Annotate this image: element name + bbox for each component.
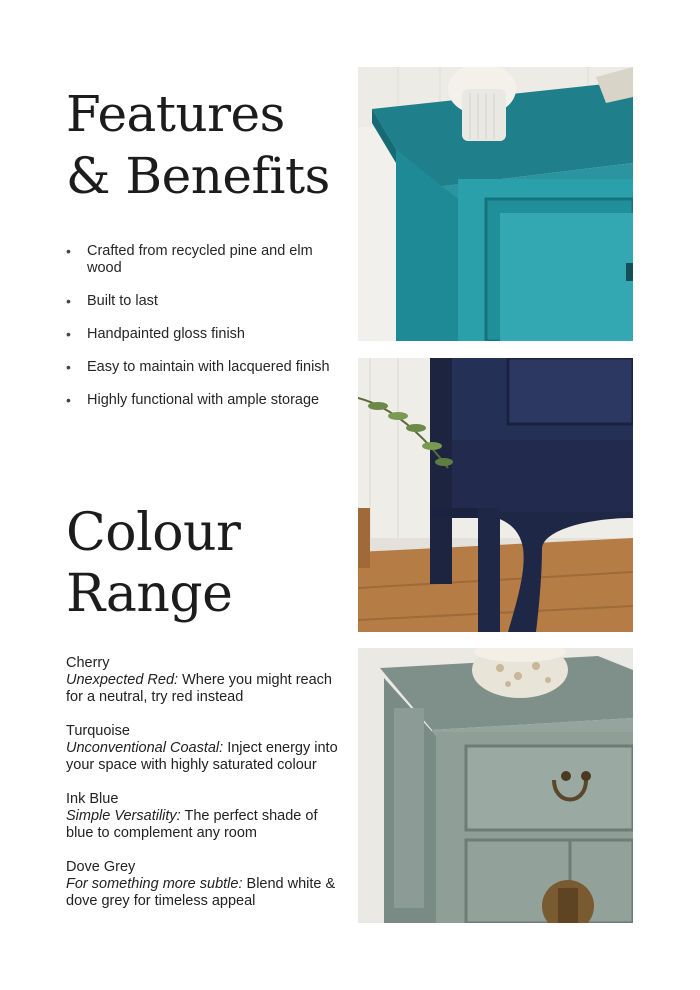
benefit-item <box>66 359 336 376</box>
colour-list <box>66 655 341 927</box>
colour-name: Dove Grey <box>66 859 136 875</box>
colour-description: The perfect shade of blue to complement any room <box>66 808 318 841</box>
colour-tagline: For something more subtle: <box>66 876 243 892</box>
turquoise-cabinet-photo <box>358 67 633 341</box>
bullet-icon: • <box>66 392 71 408</box>
benefit-item <box>66 243 336 277</box>
bullet-icon: • <box>66 359 71 375</box>
benefit-item <box>66 293 336 310</box>
benefit-text: Easy to maintain with lacquered finish <box>87 359 330 375</box>
bullet-icon: • <box>66 293 71 309</box>
colour-name: Turquoise <box>66 723 130 739</box>
dove-grey-cabinet-photo <box>358 648 633 923</box>
colour-tagline: Unconventional Coastal: <box>66 740 224 756</box>
colour-range-heading-line2: Range <box>66 564 233 624</box>
colour-range-heading-line1: Colour <box>66 503 241 563</box>
colour-description: Blend white & dove grey for timeless appeal <box>66 876 336 909</box>
bullet-icon: • <box>66 243 71 259</box>
colour-name: Ink Blue <box>66 791 119 807</box>
features-heading-line1: Features <box>66 85 285 143</box>
bullet-icon: • <box>66 326 71 342</box>
colour-item-ink-blue <box>66 791 341 842</box>
colour-item-cherry <box>66 655 341 706</box>
benefit-item <box>66 326 336 343</box>
colour-item-turquoise <box>66 723 341 774</box>
benefit-text: Handpainted gloss finish <box>87 326 245 342</box>
colour-item-dove-grey <box>66 859 341 910</box>
ink-blue-cabinet-photo <box>358 358 633 632</box>
benefit-text: Built to last <box>87 293 158 309</box>
colour-name: Cherry <box>66 655 110 671</box>
benefits-list <box>66 243 336 425</box>
colour-description: Where you might reach for a neutral, try red instead <box>66 672 332 705</box>
colour-description: Inject energy into your space with highly saturated colour <box>66 740 338 773</box>
benefit-text: Crafted from recycled pine and elm wood <box>87 243 313 276</box>
features-heading-line2: & Benefits <box>66 147 330 205</box>
colour-tagline: Simple Versatility: <box>66 808 181 824</box>
benefit-text: Highly functional with ample storage <box>87 392 320 408</box>
colour-tagline: Unexpected Red: <box>66 672 179 688</box>
benefit-item <box>66 392 336 409</box>
